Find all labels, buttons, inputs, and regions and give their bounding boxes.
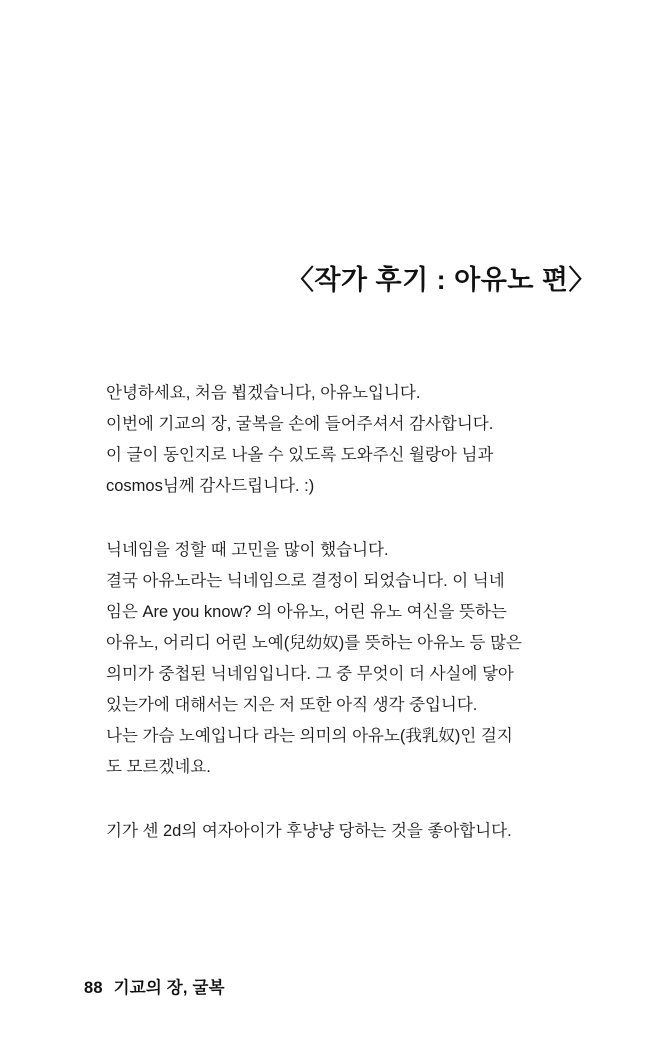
- paragraph-closing: [84, 816, 596, 847]
- paragraph-line: 이 글이 동인지로 나올 수 있도록 도와주신 월랑아 님과: [106, 446, 494, 464]
- footer-book-title: 기교의 장, 굴복: [113, 979, 225, 997]
- paragraph-spacer: [84, 783, 596, 816]
- page-number: 88: [84, 979, 103, 997]
- paragraph-line: 의미가 중첩된 닉네임입니다. 그 중 무엇이 더 사실에 닿아: [106, 665, 514, 683]
- paragraph-nickname: [84, 535, 596, 783]
- paragraph-line: 이번에 기교의 장, 굴복을 손에 들어주셔서 감사합니다.: [106, 415, 494, 433]
- paragraph-line: 있는가에 대해서는 지은 저 또한 아직 생각 중입니다.: [106, 696, 478, 714]
- paragraph-line: 나는 가슴 노예입니다 라는 의미의 아유노(我乳奴)인 걸지: [106, 727, 513, 745]
- paragraph-line: 도 모르겠네요.: [106, 758, 211, 776]
- paragraph-line: 임은 Are you know? 의 아유노, 어린 유노 여신을 뜻하는: [106, 603, 507, 621]
- paragraph-line: cosmos님께 감사드립니다. :): [106, 477, 315, 495]
- paragraph-line: 닉네임을 정할 때 고민을 많이 했습니다.: [106, 541, 389, 559]
- page-body: [84, 378, 596, 847]
- page-footer: [84, 974, 225, 998]
- paragraph-spacer: [84, 502, 596, 535]
- paragraph-line: 결국 아유노라는 닉네임으로 결정이 되었습니다. 이 닉네: [106, 572, 505, 590]
- paragraph-line: 기가 센 2d의 여자아이가 후냥냥 당하는 것을 좋아합니다.: [106, 822, 512, 840]
- paragraph-line: 안녕하세요, 처음 뵙겠습니다, 아유노입니다.: [106, 384, 421, 402]
- paragraph-line: 아유노, 어리디 어린 노예(兒幼奴)를 뜻하는 아유노 등 많은: [106, 634, 522, 652]
- page-title: 〈작가 후기 : 아유노 편〉: [286, 265, 596, 295]
- paragraph-greeting: [84, 378, 596, 502]
